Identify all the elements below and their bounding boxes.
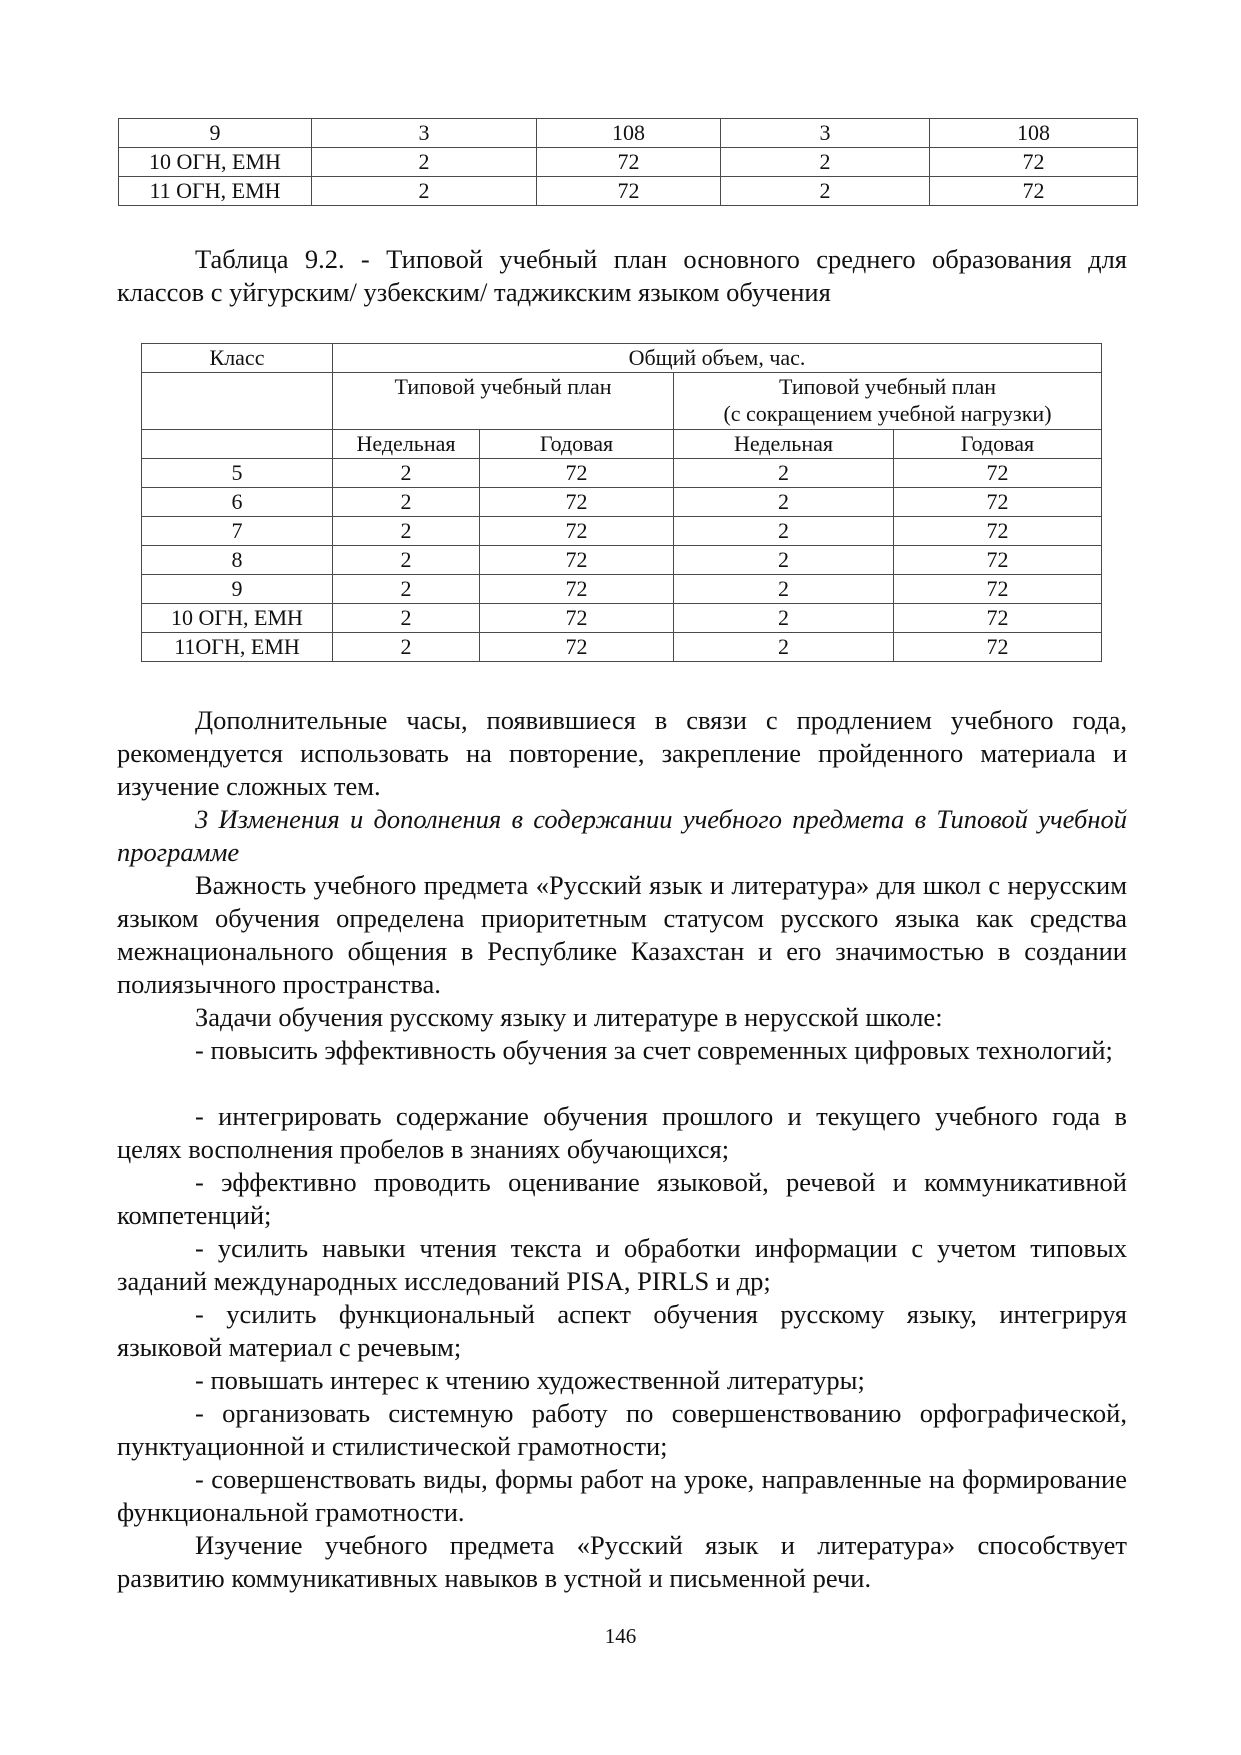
table-row — [119, 177, 1138, 206]
table-row — [142, 517, 1102, 546]
cell-class: 9 — [142, 575, 333, 604]
header-reduced-plan — [674, 373, 1102, 430]
header-yearly-reduced: Годовая — [894, 430, 1102, 459]
header-class: Класс — [142, 344, 333, 373]
curriculum-table — [141, 343, 1102, 662]
task-item: - совершенствовать виды, формы работ на уроке, направленные на формирование функциональной грамотности. — [117, 1464, 1127, 1527]
header-empty — [142, 373, 333, 430]
table-row — [142, 546, 1102, 575]
cell-yearly: 72 — [537, 148, 721, 177]
cell-weekly-reduced: 2 — [674, 575, 894, 604]
cell-weekly: 2 — [333, 633, 480, 662]
cell-weekly-reduced: 2 — [674, 459, 894, 488]
paragraph-extra-hours: Дополнительные часы, появившиеся в связи с продлением учебного года, рекомендуется использовать на повторение, закрепление пройденного материала и изучение сложных тем. — [117, 705, 1127, 801]
cell-yearly: 72 — [537, 177, 721, 206]
task-item: - эффективно проводить оценивание языковой, речевой и коммуникативной компетенций; — [117, 1167, 1127, 1230]
cell-weekly: 2 — [333, 604, 480, 633]
task-item: - повысить эффективность обучения за счет современных цифровых технологий; — [195, 1035, 1113, 1065]
cell-yearly-reduced: 72 — [894, 604, 1102, 633]
section-heading: 3 Изменения и дополнения в содержании учебного предмета в Типовой учебной программе — [117, 804, 1127, 867]
header-reduced-plan-line-2: (с сокращением учебной нагрузки) — [723, 401, 1052, 426]
header-weekly: Недельная — [333, 430, 480, 459]
cell-weekly: 2 — [333, 546, 480, 575]
task-item: - интегрировать содержание обучения прошлого и текущего учебного года в целях восполнения пробелов в знаниях обучающихся; — [117, 1101, 1127, 1164]
task-item: - организовать системную работу по совершенствованию орфографической, пунктуационной и стилистической грамотности; — [117, 1398, 1127, 1461]
cell-yearly-reduced: 72 — [894, 488, 1102, 517]
table-header-row — [142, 373, 1102, 430]
cell-weekly-reduced: 2 — [674, 517, 894, 546]
cell-yearly: 72 — [480, 604, 674, 633]
cell-weekly: 2 — [333, 488, 480, 517]
cell-weekly: 2 — [312, 177, 537, 206]
cell-weekly: 2 — [333, 575, 480, 604]
cell-class: 10 ОГН, ЕМН — [142, 604, 333, 633]
cell-class: 11 ОГН, ЕМН — [119, 177, 312, 206]
header-weekly-reduced: Недельная — [674, 430, 894, 459]
cell-class: 8 — [142, 546, 333, 575]
header-total-volume: Общий объем, час. — [333, 344, 1102, 373]
cell-yearly: 72 — [480, 633, 674, 662]
table-continuation — [118, 118, 1138, 206]
cell-yearly-reduced: 72 — [894, 517, 1102, 546]
table-row — [142, 633, 1102, 662]
table-row — [119, 119, 1138, 148]
cell-weekly-reduced: 3 — [721, 119, 930, 148]
task-item: - усилить функциональный аспект обучения русскому языку, интегрируя языковой материал с речевым; — [117, 1299, 1127, 1362]
paragraph-tasks-intro: Задачи обучения русскому языку и литературе в нерусской школе: — [195, 1002, 943, 1032]
cell-weekly-reduced: 2 — [674, 546, 894, 575]
cell-class: 7 — [142, 517, 333, 546]
caption-line-2: классов с уйгурским/ узбекским/ таджикским языком обучения — [117, 277, 831, 307]
cell-weekly-reduced: 2 — [674, 604, 894, 633]
cell-yearly: 72 — [480, 488, 674, 517]
cell-yearly: 72 — [480, 517, 674, 546]
cell-yearly-reduced: 72 — [894, 633, 1102, 662]
paragraph-importance: Важность учебного предмета «Русский язык и литература» для школ с нерусским языком обучения определена приоритетным статусом русского языка как средства межнационального общения в Республике Казахстан и его значимостью в создании полиязычного пространства. — [117, 870, 1127, 999]
cell-yearly: 72 — [480, 459, 674, 488]
task-item: - повышать интерес к чтению художественной литературы; — [195, 1365, 865, 1395]
cell-weekly-reduced: 2 — [721, 177, 930, 206]
cell-class: 10 ОГН, ЕМН — [119, 148, 312, 177]
paragraph-conclusion: Изучение учебного предмета «Русский язык и литература» способствует развитию коммуникативных навыков в устной и письменной речи. — [117, 1530, 1127, 1593]
table-row — [142, 459, 1102, 488]
cell-class: 11ОГН, ЕМН — [142, 633, 333, 662]
table-row — [142, 488, 1102, 517]
cell-yearly-reduced: 72 — [930, 177, 1138, 206]
header-standard-plan: Типовой учебный план — [333, 373, 674, 430]
cell-class: 9 — [119, 119, 312, 148]
cell-weekly-reduced: 2 — [674, 488, 894, 517]
table-header-row — [142, 430, 1102, 459]
table-caption — [117, 243, 1127, 309]
cell-weekly: 2 — [333, 517, 480, 546]
cell-weekly: 2 — [312, 148, 537, 177]
cell-yearly-reduced: 72 — [894, 546, 1102, 575]
cell-yearly: 72 — [480, 546, 674, 575]
table-row — [119, 148, 1138, 177]
cell-yearly-reduced: 72 — [894, 575, 1102, 604]
caption-line-1: Таблица 9.2. - Типовой учебный план основного среднего образования для — [195, 244, 1127, 274]
cell-class: 6 — [142, 488, 333, 517]
cell-yearly-reduced: 72 — [930, 148, 1138, 177]
table-row — [142, 575, 1102, 604]
cell-yearly: 72 — [480, 575, 674, 604]
header-empty — [142, 430, 333, 459]
task-item: - усилить навыки чтения текста и обработки информации с учетом типовых заданий международных исследований PISA, PIRLS и др; — [117, 1233, 1127, 1296]
header-yearly: Годовая — [480, 430, 674, 459]
table-header-row — [142, 344, 1102, 373]
cell-weekly: 3 — [312, 119, 537, 148]
cell-weekly-reduced: 2 — [674, 633, 894, 662]
page-number: 146 — [604, 1624, 637, 1648]
cell-weekly: 2 — [333, 459, 480, 488]
cell-yearly: 108 — [537, 119, 721, 148]
cell-yearly-reduced: 108 — [930, 119, 1138, 148]
cell-class: 5 — [142, 459, 333, 488]
table-row — [142, 604, 1102, 633]
cell-weekly-reduced: 2 — [721, 148, 930, 177]
cell-yearly-reduced: 72 — [894, 459, 1102, 488]
header-reduced-plan-line-1: Типовой учебный план — [778, 374, 997, 399]
